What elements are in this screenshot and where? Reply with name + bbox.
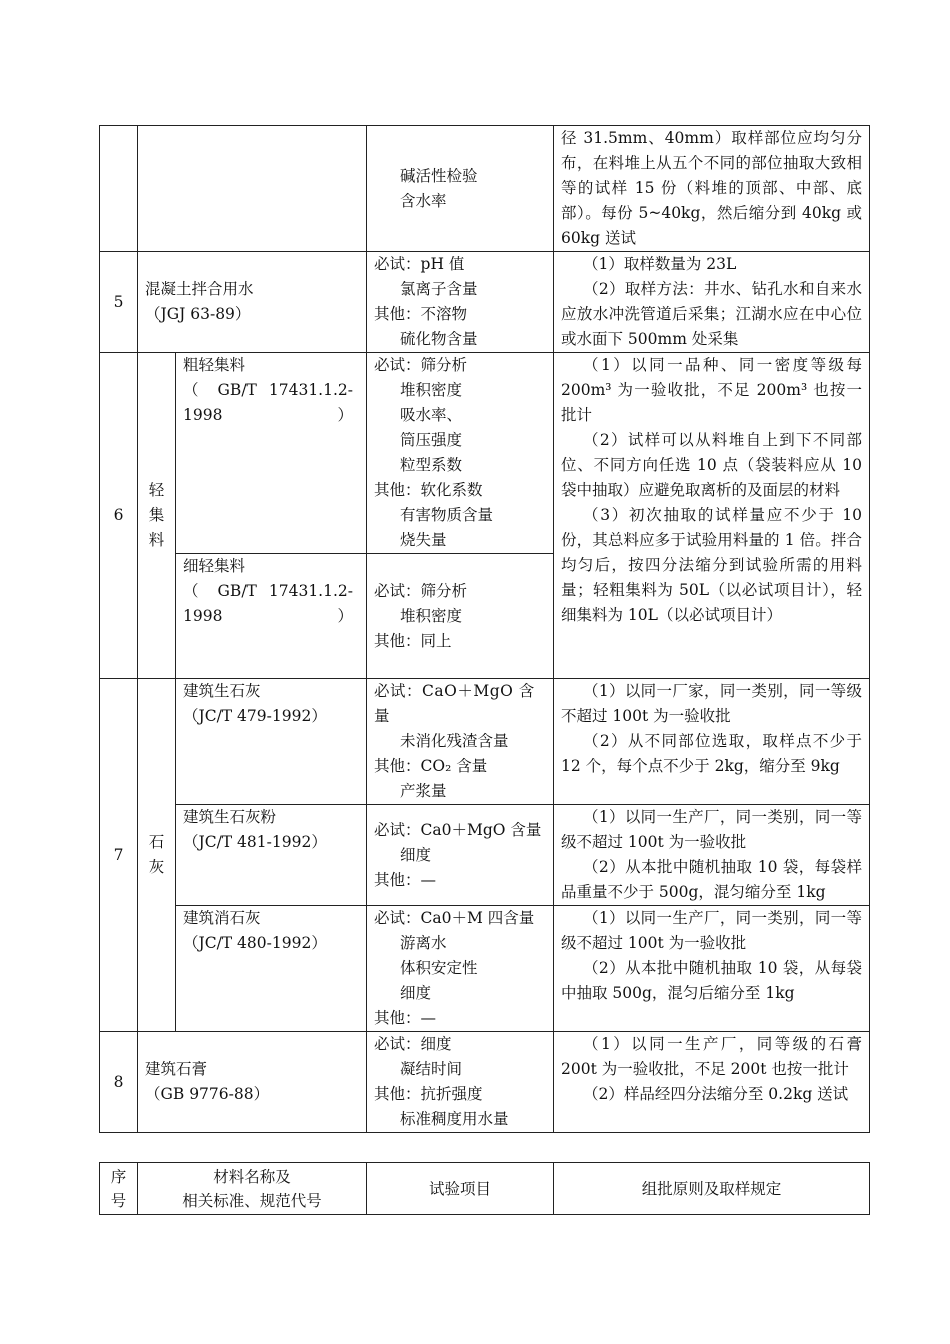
header-row bbox=[100, 1163, 870, 1215]
test-item: 含水率 bbox=[400, 191, 447, 210]
header-name-line: 相关标准、规范代号 bbox=[182, 1191, 322, 1210]
required-label: 必试： bbox=[374, 909, 421, 927]
test-item: — bbox=[420, 870, 437, 889]
test-item: Ca0＋MgO 含量 bbox=[420, 820, 542, 839]
required-label: 必试： bbox=[374, 1035, 421, 1053]
test-item: 游离水 bbox=[400, 934, 447, 952]
rule-item: （2）样品经四分法缩分至 0.2kg 送试 bbox=[583, 1085, 849, 1103]
material-name: 细轻集料 bbox=[183, 557, 246, 575]
rule-item: （1）以同一厂家，同一类别，同一等级不超过 100t 为一验收批 bbox=[561, 682, 862, 725]
tests-cell bbox=[367, 1032, 554, 1133]
rule-cell bbox=[554, 805, 870, 906]
tests-cell bbox=[367, 126, 554, 252]
material-standard: （JC/T 481-1992） bbox=[183, 833, 327, 851]
test-item: 不溶物 bbox=[420, 305, 468, 323]
rule-text: 径 31.5mm、40mm）取样部位应均匀分布，在料堆上从五个不同的部位抽取大致相等的试样 15 份（料堆的顶部、中部、底部）。每份 5~40kg，然后缩分到 40kg 或 60kg 送试 bbox=[561, 129, 862, 247]
header-table bbox=[99, 1162, 870, 1215]
test-item: 吸水率、 bbox=[400, 406, 463, 424]
header-name-line: 材料名称及 bbox=[213, 1167, 291, 1186]
category-char: 石 bbox=[148, 833, 165, 851]
required-label: 必试： bbox=[374, 581, 421, 600]
test-item: CO₂ 含量 bbox=[420, 757, 488, 775]
material-name: 建筑生石灰 bbox=[183, 682, 261, 700]
material-name-cell bbox=[176, 805, 367, 906]
rule-item: （1）以同一生产厂，同一类别，同一等级不超过 100t 为一验收批 bbox=[561, 808, 862, 851]
material-name: 建筑生石灰粉 bbox=[183, 808, 277, 826]
table-row-6-coarse bbox=[100, 353, 870, 554]
table-row-8 bbox=[100, 1032, 870, 1133]
table-row-continued bbox=[100, 126, 870, 252]
row-number: 7 bbox=[100, 679, 138, 1032]
test-item: Ca0＋M 四含量 bbox=[420, 909, 535, 927]
tests-cell bbox=[367, 353, 554, 554]
category-cell bbox=[138, 679, 176, 1032]
other-label: 其他： bbox=[374, 870, 421, 889]
table-row-5 bbox=[100, 252, 870, 353]
required-label: 必试： bbox=[374, 682, 423, 700]
test-item: 有害物质含量 bbox=[400, 506, 494, 524]
table-row-7-slaked bbox=[100, 906, 870, 1032]
required-label: 必试： bbox=[374, 820, 421, 839]
header-tests: 试验项目 bbox=[367, 1163, 554, 1215]
test-item: 烧失量 bbox=[400, 531, 447, 549]
tests-cell bbox=[367, 805, 554, 906]
material-standard: （JC/T 479-1992） bbox=[183, 707, 327, 725]
category-char: 灰 bbox=[148, 858, 165, 876]
header-no-line: 号 bbox=[110, 1191, 127, 1210]
test-item: 细度 bbox=[420, 1035, 452, 1053]
tests-cell bbox=[367, 906, 554, 1032]
header-rules: 组批原则及取样规定 bbox=[554, 1163, 870, 1215]
material-name-cell bbox=[176, 906, 367, 1032]
material-name-cell bbox=[176, 554, 367, 679]
category-char: 集 bbox=[148, 506, 165, 524]
rule-item: （1）以同一生产厂，同等级的石膏 200t 为一验收批，不足 200t 也按一批计 bbox=[561, 1035, 862, 1078]
tests-cell bbox=[367, 252, 554, 353]
row-number: 6 bbox=[100, 353, 138, 679]
rule-cell bbox=[554, 906, 870, 1032]
test-item: 筒压强度 bbox=[400, 431, 463, 449]
material-name-cell bbox=[176, 353, 367, 554]
material-standard: （JGJ 63-89） bbox=[145, 305, 251, 323]
header-name bbox=[138, 1163, 367, 1215]
test-item: 筛分析 bbox=[420, 581, 468, 600]
row-number: 5 bbox=[100, 252, 138, 353]
rule-item: （3）初次抽取的试样量应不少于 10 份，其总料应多于试验用料量的 1 倍。拌合均匀后，按四分法缩分到试验所需的用料量；轻粗集料为 50L（以必试项目计），轻细集料为 10L（以必试项目计） bbox=[561, 506, 862, 624]
rule-item: （2）从本批中随机抽取 10 袋，每袋样品重量不少于 500g，混匀缩分至 1kg bbox=[561, 858, 862, 901]
test-item: 未消化残渣含量 bbox=[400, 732, 509, 750]
test-item: 细度 bbox=[400, 984, 432, 1002]
other-label: 其他： bbox=[374, 305, 421, 323]
rule-cell bbox=[554, 353, 870, 679]
test-item: 标准稠度用水量 bbox=[400, 1110, 509, 1128]
material-name-cell bbox=[138, 1032, 367, 1133]
test-item: 软化系数 bbox=[420, 481, 483, 499]
test-item: 筛分析 bbox=[420, 356, 468, 374]
test-item: 堆积密度 bbox=[400, 381, 463, 399]
header-no bbox=[100, 1163, 138, 1215]
material-name: 建筑消石灰 bbox=[183, 909, 261, 927]
rule-item: （1）以同一生产厂，同一类别，同一等级不超过 100t 为一验收批 bbox=[561, 909, 862, 952]
rule-item: （1）取样数量为 23L bbox=[583, 255, 737, 273]
rule-item: （2）试样可以从料堆自上到下不同部位、不同方向任选 10 点（袋装料应从 10 袋中抽取）应避免取离析的及面层的材料 bbox=[561, 431, 862, 499]
test-item: 碱活性检验 bbox=[400, 166, 478, 185]
material-name-cell bbox=[138, 252, 367, 353]
rule-item: （2）取样方法：井水、钻孔水和自来水应放水冲洗管道后采集；江湖水应在中心位或水面下 500mm 处采集 bbox=[561, 280, 862, 348]
other-label: 其他： bbox=[374, 757, 421, 775]
rule-cell bbox=[554, 252, 870, 353]
rule-item: （2）从本批中随机抽取 10 袋，从每袋中抽取 500g，混匀后缩分至 1kg bbox=[561, 959, 862, 1002]
tests-cell bbox=[367, 679, 554, 805]
rule-cell bbox=[554, 679, 870, 805]
material-standard: （JC/T 480-1992） bbox=[183, 934, 327, 952]
other-label: 其他： bbox=[374, 1009, 421, 1027]
category-cell bbox=[138, 353, 176, 679]
category-char: 轻 bbox=[148, 481, 165, 499]
no-cell bbox=[100, 126, 138, 252]
rule-cell bbox=[554, 126, 870, 252]
row-number: 8 bbox=[100, 1032, 138, 1133]
material-standard: （GB 9776-88） bbox=[145, 1085, 270, 1103]
rule-item: （2）从不同部位选取，取样点不少于 12 个，每个点不少于 2kg，缩分至 9kg bbox=[561, 732, 862, 775]
test-item: 氯离子含量 bbox=[400, 280, 478, 298]
test-item: 同上 bbox=[420, 631, 452, 650]
material-standard: （ GB/T 17431.1.2-1998） bbox=[183, 381, 353, 424]
header-no-line: 序 bbox=[110, 1167, 127, 1186]
test-item: — bbox=[420, 1009, 437, 1027]
material-name: 建筑石膏 bbox=[145, 1060, 208, 1078]
material-standard: （ GB/T 17431.1.2-1998） bbox=[183, 582, 353, 625]
material-name: 粗轻集料 bbox=[183, 356, 246, 374]
test-item: 堆积密度 bbox=[400, 606, 463, 625]
test-item: 凝结时间 bbox=[400, 1060, 463, 1078]
test-item: 细度 bbox=[400, 845, 432, 864]
test-item: 抗折强度 bbox=[420, 1085, 483, 1103]
test-item: 产浆量 bbox=[400, 782, 447, 800]
materials-table bbox=[99, 125, 870, 1133]
other-label: 其他： bbox=[374, 1085, 421, 1103]
test-item: 粒型系数 bbox=[400, 456, 463, 474]
test-item: 体积安定性 bbox=[400, 959, 478, 977]
name-cell bbox=[138, 126, 367, 252]
table-row-7-quicklime bbox=[100, 679, 870, 805]
material-name: 混凝土拌合用水 bbox=[145, 280, 254, 298]
material-name-cell bbox=[176, 679, 367, 805]
test-item: 硫化物含量 bbox=[400, 330, 478, 348]
table-row-7-powder bbox=[100, 805, 870, 906]
rule-item: （1）以同一品种、同一密度等级每 200m³ 为一验收批，不足 200m³ 也按一批计 bbox=[561, 356, 862, 424]
tests-cell bbox=[367, 554, 554, 679]
required-label: 必试： bbox=[374, 356, 421, 374]
required-label: 必试： bbox=[374, 255, 421, 273]
test-item: pH 值 bbox=[420, 255, 465, 273]
category-char: 料 bbox=[148, 531, 165, 549]
test-item: CaO＋MgO 含量 bbox=[374, 682, 535, 725]
other-label: 其他： bbox=[374, 631, 421, 650]
other-label: 其他： bbox=[374, 481, 421, 499]
rule-cell bbox=[554, 1032, 870, 1133]
